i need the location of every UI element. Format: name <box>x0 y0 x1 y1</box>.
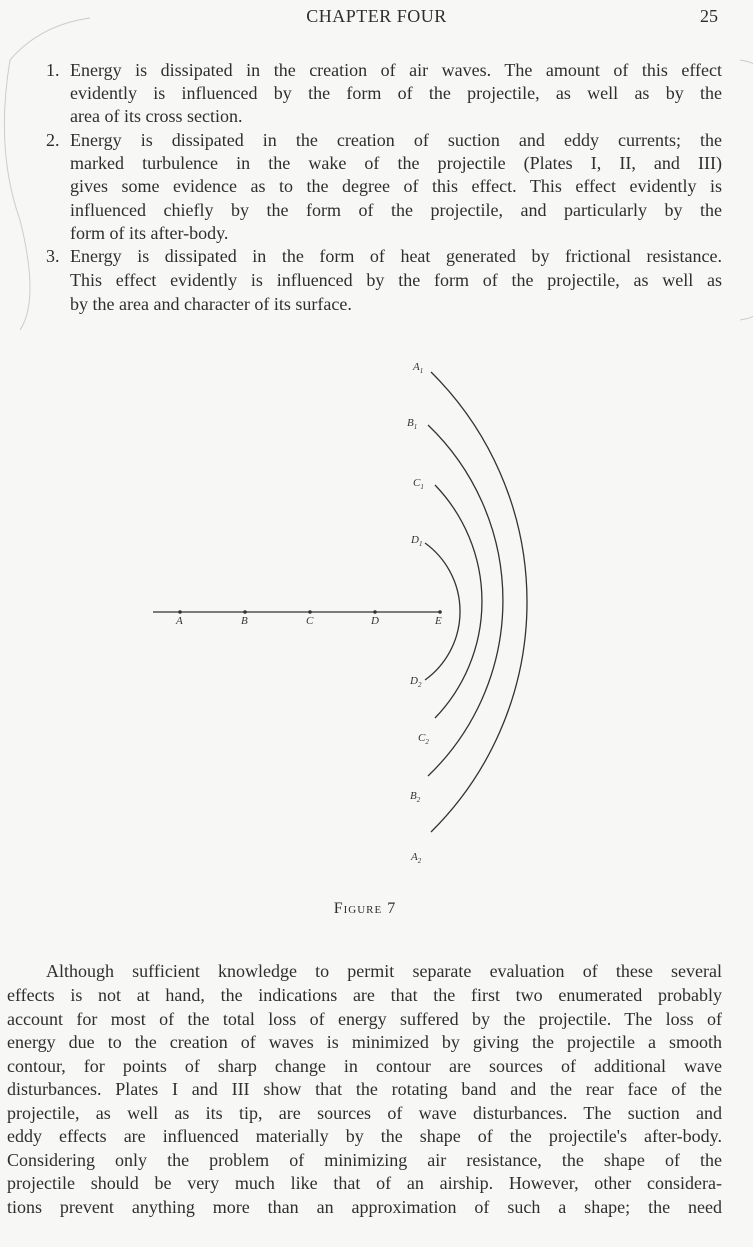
figure-caption: Figure 7 <box>333 900 397 917</box>
list-number: 3. <box>46 246 60 266</box>
text-line: contour, for points of sharp change in contour are sources of additional wave <box>7 1056 722 1076</box>
text-line: tions prevent anything more than an approximation of such a shape; the need <box>7 1197 722 1217</box>
arc-a <box>431 372 527 832</box>
label-b1: $B_1$ <box>407 417 418 432</box>
text-line: Considering only the problem of minimizing air resistance, the shape of the <box>7 1150 722 1170</box>
text-line: Although sufficient knowledge to permit separate evaluation of these several <box>46 961 722 981</box>
label-a: A <box>176 615 183 627</box>
point-c <box>308 610 312 614</box>
label-c: C <box>306 615 314 627</box>
text-line: This effect evidently is influenced by the form of the projectile, as well as <box>70 270 722 290</box>
text-line: by the area and character of its surface. <box>70 294 352 314</box>
label-b2: $B_2$ <box>410 790 421 805</box>
text-line: influenced chiefly by the form of the projectile, and particularly by the <box>70 200 722 220</box>
label-a1: $A_1$ <box>413 361 424 376</box>
text-line: form of its after-body. <box>70 223 229 243</box>
text-line: effects is not at hand, the indications are that the first two enumerated probably <box>7 985 722 1005</box>
text-line: energy due to the creation of waves is minimized by giving the projectile a smooth <box>7 1032 722 1052</box>
text-line: Energy is dissipated in the creation of suction and eddy currents; the <box>70 130 722 150</box>
text-line: gives some evidence as to the degree of this effect. This effect evidently is <box>70 176 722 196</box>
text-line: disturbances. Plates I and III show that the rotating band and the rear face of the <box>7 1079 722 1099</box>
label-c2: $C_2$ <box>418 732 429 747</box>
point-b <box>243 610 247 614</box>
text-line: Energy is dissipated in the creation of air waves. The amount of this effect <box>70 60 722 80</box>
text-line: account for most of the total loss of energy suffered by the projectile. The loss of <box>7 1009 722 1029</box>
text-line: area of its cross section. <box>70 106 243 126</box>
point-a <box>178 610 182 614</box>
text-line: eddy effects are influenced materially by the shape of the projectile's after-body. <box>7 1126 722 1146</box>
list-number: 1. <box>46 60 60 80</box>
text-line: projectile should be very much like that of an airship. However, other considera- <box>7 1173 722 1193</box>
point-e <box>438 610 442 614</box>
label-e: E <box>435 615 442 627</box>
label-d1: $D_1$ <box>411 534 423 549</box>
point-d <box>373 610 377 614</box>
label-d: D <box>371 615 379 627</box>
arc-c <box>435 485 482 718</box>
label-a2: $A_2$ <box>411 851 422 866</box>
arc-b <box>428 425 503 776</box>
scan-margin-curve <box>740 60 753 320</box>
text-line: marked turbulence in the wake of the projectile (Plates I, II, and III) <box>70 153 722 173</box>
scan-margin-curve <box>4 18 90 330</box>
label-d2: $D_2$ <box>410 675 422 690</box>
label-c1: $C_1$ <box>413 477 424 492</box>
text-line: evidently is influenced by the form of the projectile, as well as by the <box>70 83 722 103</box>
running-header: CHAPTER FOUR <box>306 6 447 26</box>
text-line: projectile, as well as its tip, are sources of wave disturbances. The suction and <box>7 1103 722 1123</box>
label-b: B <box>241 615 248 627</box>
text-line: Energy is dissipated in the form of heat generated by frictional resistance. <box>70 246 722 266</box>
list-number: 2. <box>46 130 60 150</box>
page-number: 25 <box>700 6 718 26</box>
